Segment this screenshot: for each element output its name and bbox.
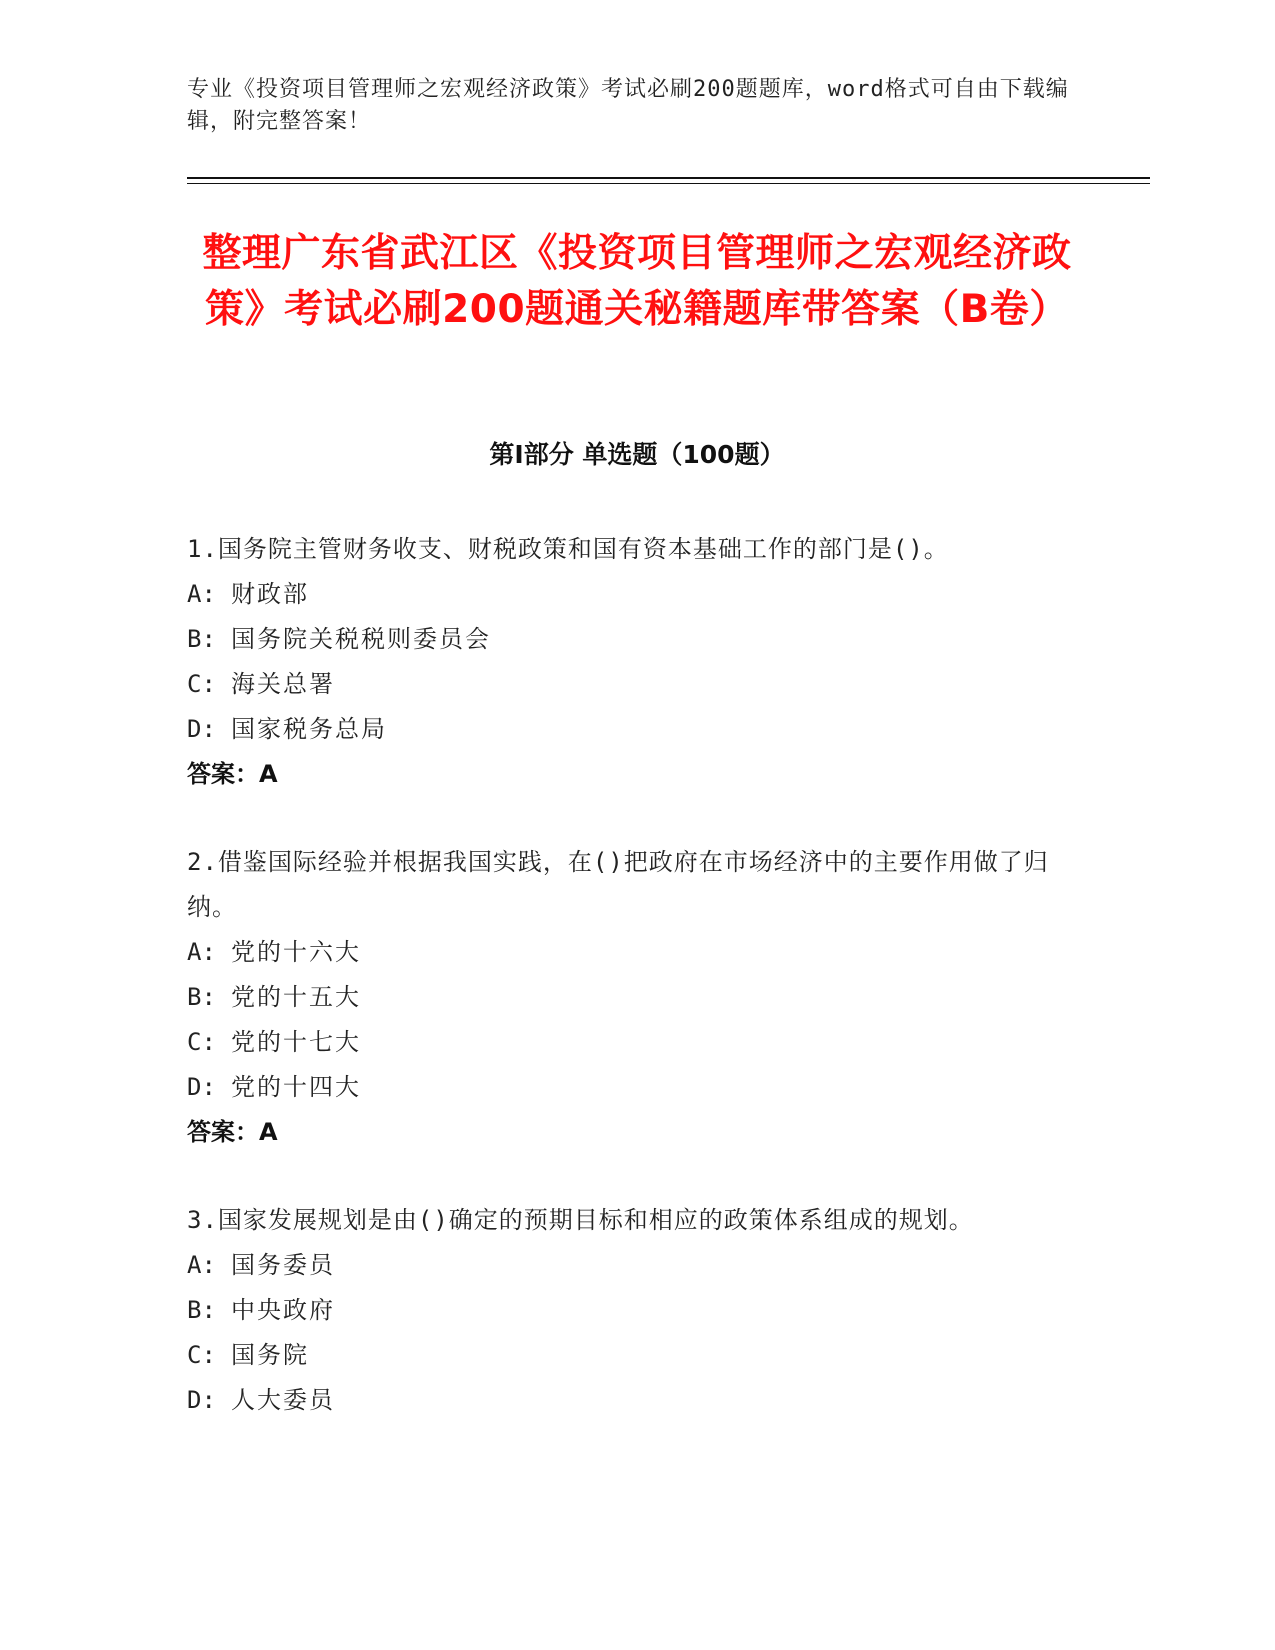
- answer-value: A: [259, 1118, 278, 1146]
- option-text: 中央政府: [231, 1296, 335, 1324]
- option-label: D:: [187, 1386, 216, 1414]
- option-a: [187, 572, 1067, 617]
- option-d: [187, 1065, 1067, 1110]
- option-label: B:: [187, 625, 216, 653]
- option-c: [187, 1020, 1067, 1065]
- answer-value: A: [259, 760, 278, 788]
- option-text: 党的十五大: [231, 983, 361, 1011]
- question-stem: 借鉴国际经验并根据我国实践，在()把政府在市场经济中的主要作用做了归纳。: [187, 848, 1049, 921]
- option-label: B:: [187, 1296, 216, 1324]
- option-label: C:: [187, 670, 216, 698]
- option-d: [187, 707, 1067, 752]
- option-b: [187, 975, 1067, 1020]
- option-d: [187, 1378, 1067, 1423]
- question-stem: 国家发展规划是由()确定的预期目标和相应的政策体系组成的规划。: [217, 1206, 974, 1234]
- question-text: [187, 1198, 1067, 1243]
- option-b: [187, 617, 1067, 662]
- document-title: 整理广东省武江区《投资项目管理师之宏观经济政策》考试必刷200题通关秘籍题库带答案（B卷）: [202, 231, 1072, 332]
- option-label: B:: [187, 983, 216, 1011]
- option-text: 国家税务总局: [231, 715, 387, 743]
- option-c: [187, 1333, 1067, 1378]
- question-number: 3.: [187, 1206, 218, 1234]
- option-label: A:: [187, 1251, 216, 1279]
- question-block-1: [187, 527, 1067, 797]
- question-block-2: [187, 840, 1067, 1155]
- option-label: A:: [187, 580, 216, 608]
- answer-line: [187, 1110, 1067, 1155]
- answer-label: 答案：: [187, 1118, 259, 1146]
- option-text: 海关总署: [231, 670, 335, 698]
- answer-label: 答案：: [187, 760, 259, 788]
- question-text: [187, 840, 1067, 930]
- option-text: 党的十四大: [231, 1073, 361, 1101]
- question-number: 2.: [187, 848, 218, 876]
- option-text: 国务委员: [231, 1251, 335, 1279]
- option-text: 党的十七大: [231, 1028, 361, 1056]
- header-divider-thin: [187, 183, 1150, 184]
- option-label: C:: [187, 1341, 216, 1369]
- option-b: [187, 1288, 1067, 1333]
- question-text: [187, 527, 1067, 572]
- option-label: D:: [187, 715, 216, 743]
- option-a: [187, 1243, 1067, 1288]
- option-label: D:: [187, 1073, 216, 1101]
- option-label: C:: [187, 1028, 216, 1056]
- option-text: 国务院: [231, 1341, 309, 1369]
- header-divider-thick: [187, 177, 1150, 179]
- option-a: [187, 930, 1067, 975]
- option-label: A:: [187, 938, 216, 966]
- answer-line: [187, 752, 1067, 797]
- option-c: [187, 662, 1067, 707]
- question-number: 1.: [187, 535, 218, 563]
- option-text: 人大委员: [231, 1386, 335, 1414]
- question-stem: 国务院主管财务收支、财税政策和国有资本基础工作的部门是()。: [217, 535, 949, 563]
- header-note: 专业《投资项目管理师之宏观经济政策》考试必刷200题题库，word格式可自由下载编辑，附完整答案！: [187, 77, 1069, 134]
- option-text: 党的十六大: [231, 938, 361, 966]
- option-text: 国务院关税税则委员会: [231, 625, 491, 653]
- question-block-3: [187, 1198, 1067, 1423]
- option-text: 财政部: [231, 580, 309, 608]
- section-heading: 第I部分 单选题（100题）: [489, 440, 785, 469]
